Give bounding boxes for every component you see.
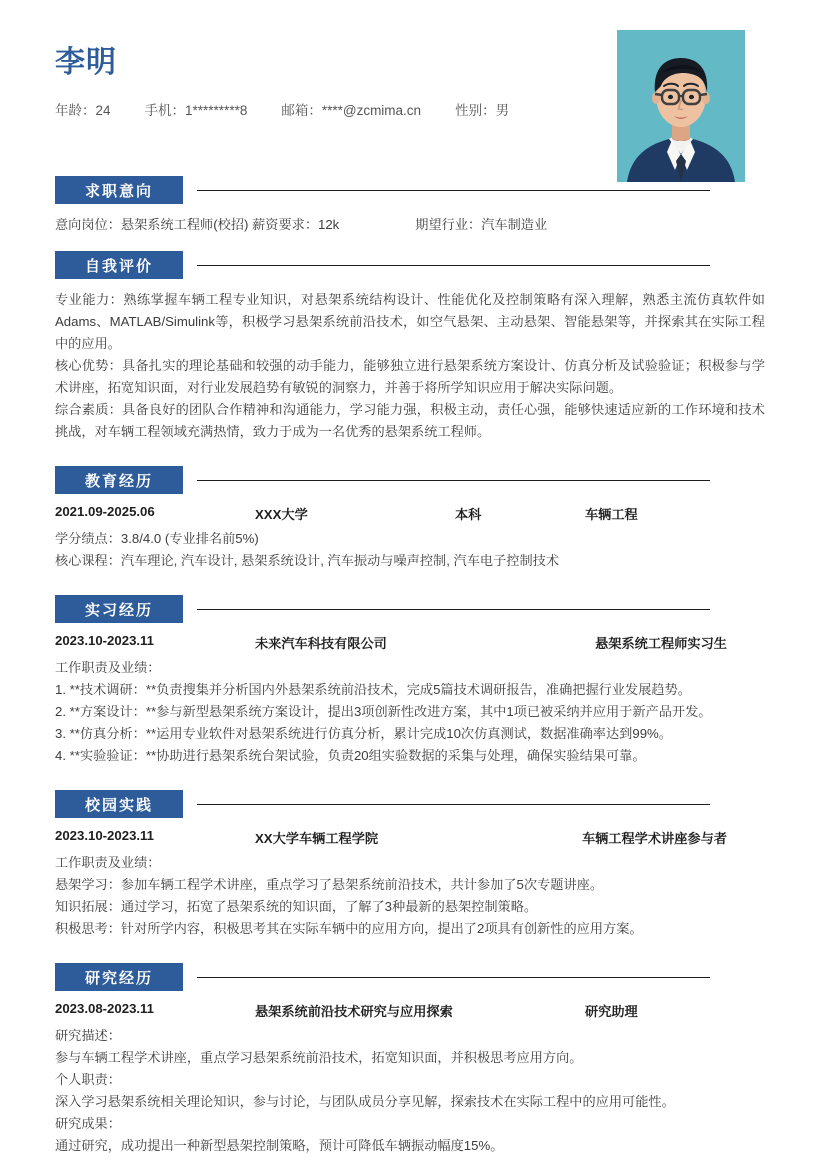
internship-bullet: 1. **技术调研：**负责搜集并分析国内外悬架系统前沿技术，完成5篇技术调研报告，准确把握行业发展趋势。 xyxy=(55,682,691,697)
research-row xyxy=(55,1001,765,1023)
section-rule xyxy=(197,609,710,610)
research-date: 2023.08-2023.11 xyxy=(55,1001,155,1016)
job-intent-industry: 期望行业：汽车制造业 xyxy=(415,217,548,232)
campus-bullet: 知识拓展：通过学习，拓宽了悬架系统的知识面，了解了3种最新的悬架控制策略。 xyxy=(55,899,538,914)
section-rule xyxy=(197,265,710,266)
research-block-label: 研究成果： xyxy=(55,1116,121,1131)
education-gpa: 学分绩点：3.8/4.0 (专业排名前5%) xyxy=(55,531,259,546)
section-header-job-intent xyxy=(55,175,765,205)
research-block-text: 通过研究，成功提出一种新型悬架控制策略，预计可降低车辆振动幅度15%。 xyxy=(55,1138,504,1153)
section-badge: 自我评价 xyxy=(55,251,183,279)
portrait-photo-icon xyxy=(617,30,745,182)
research-project: 悬架系统前沿技术研究与应用探索 xyxy=(255,1004,453,1019)
campus-row xyxy=(55,828,765,850)
education-major: 车辆工程 xyxy=(585,507,638,522)
self-eval-paragraph: 核心优势：具备扎实的理论基础和较强的动手能力，能够独立进行悬架系统方案设计、仿真分析及试验验证；积极参与学术讲座，拓宽知识面，对行业发展趋势有敏锐的洞察力，并善于将所学知识应用于解决实际问题。 xyxy=(55,358,765,395)
campus-role: 车辆工程学术讲座参与者 xyxy=(581,831,727,846)
section-research xyxy=(0,962,820,1160)
campus-subtitle: 工作职责及业绩： xyxy=(55,855,161,870)
section-rule xyxy=(197,977,710,978)
campus-bullet: 悬架学习：参加车辆工程学术讲座，重点学习了悬架系统前沿技术，共计参加了5次专题讲座。 xyxy=(55,877,604,892)
education-row xyxy=(55,504,765,526)
avatar xyxy=(617,30,745,182)
section-header-internship xyxy=(55,594,765,624)
internship-bullet: 2. **方案设计：**参与新型悬架系统方案设计，提出3项创新性改进方案，其中1项已被采纳并应用于新产品开发。 xyxy=(55,704,712,719)
job-intent-row xyxy=(55,214,765,236)
education-degree: 本科 xyxy=(455,507,482,522)
page-title: 李明 xyxy=(55,46,117,79)
research-block-label: 个人职责： xyxy=(55,1072,121,1087)
research-role: 研究助理 xyxy=(585,1004,638,1019)
section-job-intent xyxy=(0,175,820,236)
internship-subtitle: 工作职责及业绩： xyxy=(55,660,161,675)
job-intent-position: 意向岗位：悬架系统工程师(校招) 薪资要求：12k xyxy=(55,217,340,232)
contact-phone: 手机：1*********8 xyxy=(144,103,248,118)
section-header-education xyxy=(55,465,765,495)
section-rule xyxy=(197,480,710,481)
section-badge: 校园实践 xyxy=(55,790,183,818)
campus-date: 2023.10-2023.11 xyxy=(55,828,155,843)
internship-date: 2023.10-2023.11 xyxy=(55,633,155,648)
resume-header xyxy=(0,0,820,175)
education-date: 2021.09-2025.06 xyxy=(55,504,155,519)
research-block-label: 研究描述： xyxy=(55,1028,121,1043)
section-badge: 研究经历 xyxy=(55,963,183,991)
section-education xyxy=(0,465,820,594)
research-block-text: 参与车辆工程学术讲座，重点学习悬架系统前沿技术，拓宽知识面，并积极思考应用方向。 xyxy=(55,1050,583,1065)
education-courses: 核心课程：汽车理论, 汽车设计, 悬架系统设计, 汽车振动与噪声控制, 汽车电子控制技术 xyxy=(55,553,560,568)
contact-age: 年龄：24 xyxy=(55,103,111,118)
section-badge: 教育经历 xyxy=(55,466,183,494)
self-eval-paragraph: 综合素质：具备良好的团队合作精神和沟通能力，学习能力强，积极主动，责任心强，能够快速适应新的工作环境和技术挑战，对车辆工程领域充满热情，致力于成为一名优秀的悬架系统工程师。 xyxy=(55,402,765,439)
section-rule xyxy=(197,190,710,191)
section-rule xyxy=(197,804,710,805)
campus-bullet: 积极思考：针对所学内容，积极思考其在实际车辆中的应用方向，提出了2项具有创新性的应用方案。 xyxy=(55,921,643,936)
section-internship xyxy=(0,594,820,789)
section-badge: 求职意向 xyxy=(55,176,183,204)
education-school: XXX大学 xyxy=(255,507,308,522)
section-header-self-evaluation xyxy=(55,250,765,280)
contact-email: 邮箱：****@zcmima.cn xyxy=(281,103,422,118)
section-header-campus-practice xyxy=(55,789,765,819)
internship-role: 悬架系统工程师实习生 xyxy=(595,636,727,651)
section-header-research xyxy=(55,962,765,992)
self-eval-paragraph: 专业能力：熟练掌握车辆工程专业知识，对悬架系统结构设计、性能优化及控制策略有深入理解，熟悉主流仿真软件如Adams、MATLAB/Simulink等，积极学习悬架系统前沿技术，如空气悬架、主动悬架、智能悬架等，并探索其在实际工程中的应用。 xyxy=(55,292,765,351)
contact-gender: 性别：男 xyxy=(455,103,510,118)
section-badge: 实习经历 xyxy=(55,595,183,623)
internship-bullet: 4. **实验验证：**协助进行悬架系统台架试验，负责20组实验数据的采集与处理，确保实验结果可靠。 xyxy=(55,748,646,763)
internship-row xyxy=(55,633,765,655)
section-self-evaluation xyxy=(0,250,820,465)
section-campus-practice xyxy=(0,789,820,962)
internship-company: 未来汽车科技有限公司 xyxy=(255,636,387,651)
research-block-text: 深入学习悬架系统相关理论知识，参与讨论，与团队成员分享见解，探索技术在实际工程中的应用可能性。 xyxy=(55,1094,675,1109)
campus-org: XX大学车辆工程学院 xyxy=(255,831,379,846)
internship-bullet: 3. **仿真分析：**运用专业软件对悬架系统进行仿真分析，累计完成10次仿真测试，数据准确率达到99%。 xyxy=(55,726,672,741)
